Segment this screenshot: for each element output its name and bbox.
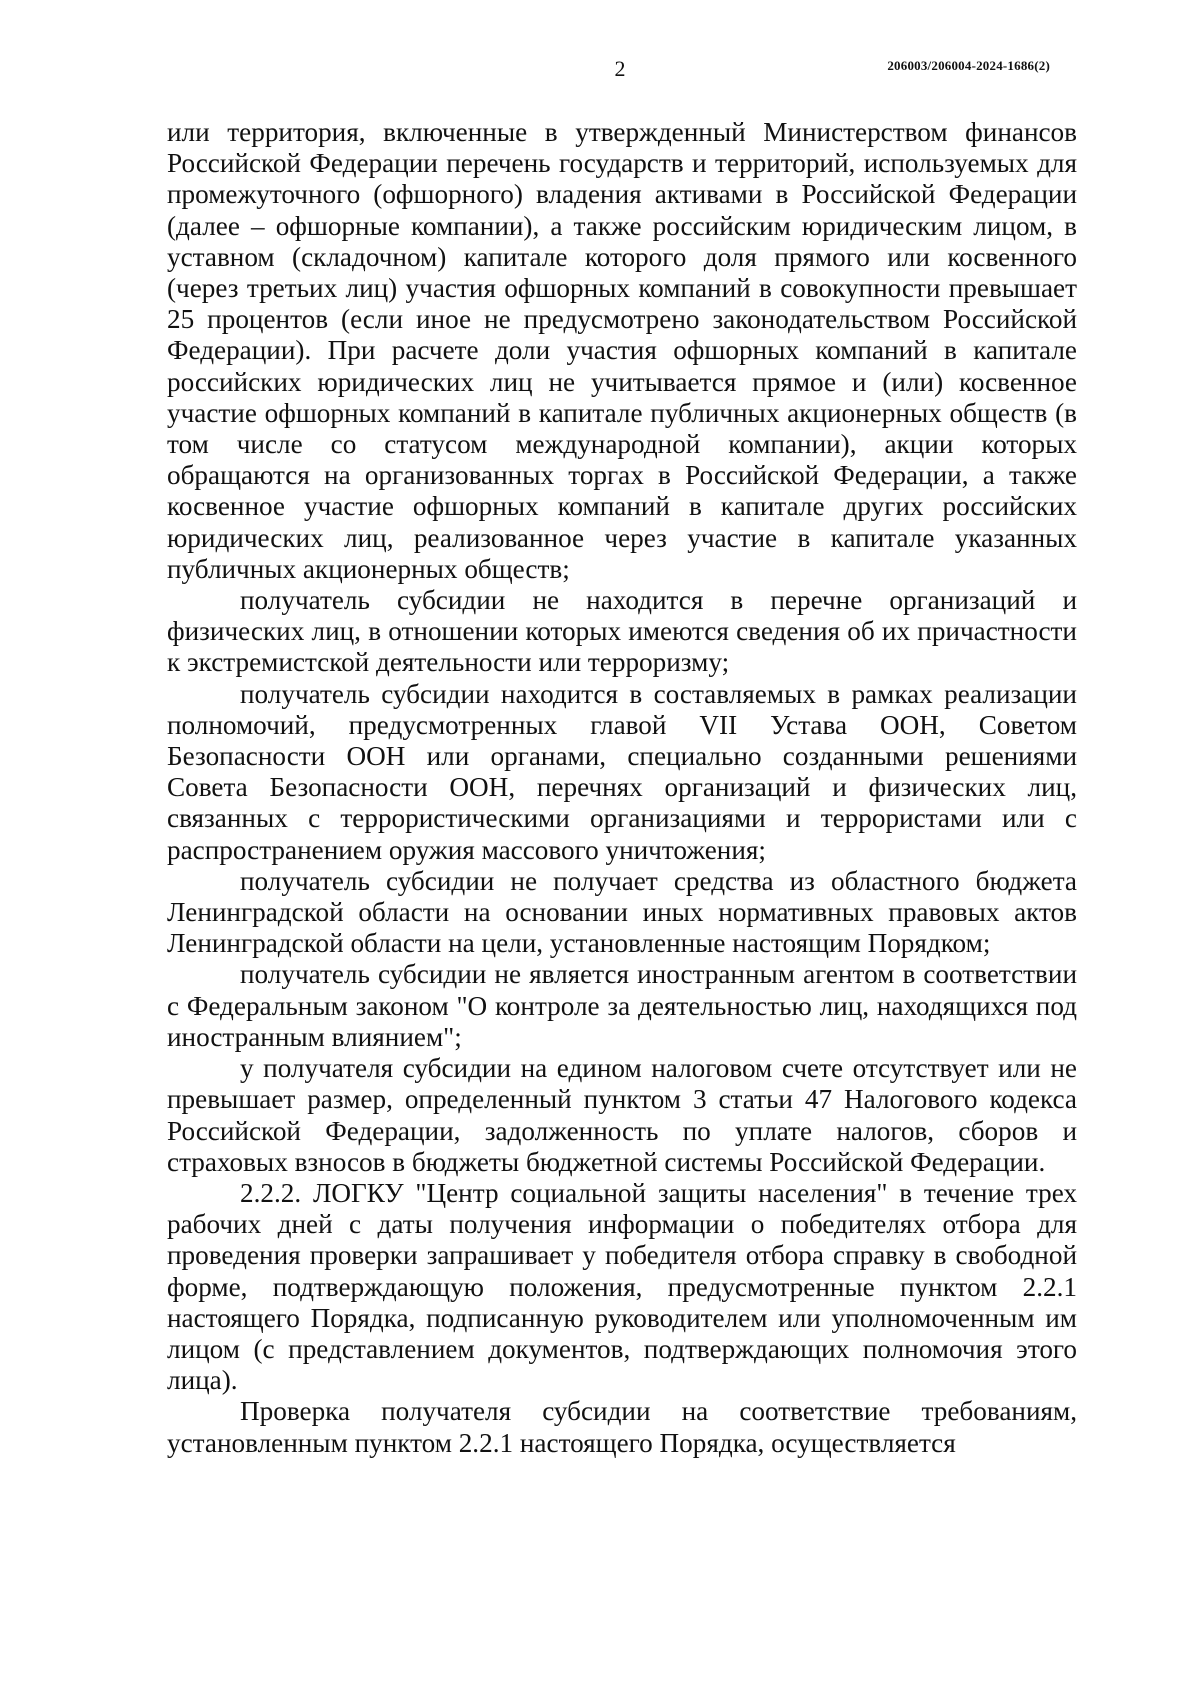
paragraph: Проверка получателя субсидии на соответствие требованиям, установленным пунктом 2.2.1 настоящего Порядка, осуществляется bbox=[167, 1396, 1077, 1458]
paragraph: получатель субсидии не является иностранным агентом в соответствии с Федеральным законом "О контроле за деятельностью лиц, находящихся под иностранным влиянием"; bbox=[167, 959, 1077, 1052]
paragraph: или территория, включенные в утвержденный Министерством финансов Российской Федерации перечень государств и территорий, используемых для промежуточного (офшорного) владения активами в Российской Федерации (далее – офшорные компании), а также российским юридическим лицом, в уставном (складочном) капитале которого доля прямого или косвенного (через третьих лиц) участия офшорных компаний в совокупности превышает 25 процентов (если иное не предусмотрено законодательством Российской Федерации). При расчете доли участия офшорных компаний в капитале российских юридических лиц не учитывается прямое и (или) косвенное участие офшорных компаний в капитале публичных акционерных обществ (в том числе со статусом международной компании), акции которых обращаются на организованных торгах в Российской Федерации, а также косвенное участие офшорных компаний в капитале других российских юридических лиц, реализованное через участие в капитале указанных публичных акционерных обществ; bbox=[167, 117, 1077, 584]
paragraph: у получателя субсидии на едином налоговом счете отсутствует или не превышает размер, определенный пунктом 3 статьи 47 Налогового кодекса Российской Федерации, задолженность по уплате налогов, сборов и страховых взносов в бюджеты бюджетной системы Российской Федерации. bbox=[167, 1053, 1077, 1177]
paragraph: получатель субсидии не находится в перечне организаций и физических лиц, в отношении которых имеются сведения об их причастности к экстремистской деятельности или терроризму; bbox=[167, 585, 1077, 678]
paragraph: получатель субсидии не получает средства из областного бюджета Ленинградской области на основании иных нормативных правовых актов Ленинградской области на цели, установленные настоящим Порядком; bbox=[167, 865, 1077, 959]
document-body bbox=[167, 117, 1077, 1459]
document-id: 206003/206004-2024-1686(2) bbox=[887, 58, 1050, 73]
page-number: 2 bbox=[614, 56, 626, 81]
paragraph: 2.2.2. ЛОГКУ "Центр социальной защиты населения" в течение трех рабочих дней с даты получения информации о победителях отбора для проведения проверки запрашивает у победителя отбора справку в свободной форме, подтверждающую положения, предусмотренные пунктом 2.2.1 настоящего Порядка, подписанную руководителем или уполномоченным им лицом (с представлением документов, подтверждающих полномочия этого лица). bbox=[167, 1177, 1077, 1396]
paragraph: получатель субсидии находится в составляемых в рамках реализации полномочий, предусмотренных главой VII Устава ООН, Советом Безопасности ООН или органами, специально созданными решениями Совета Безопасности ООН, перечнях организаций и физических лиц, связанных с террористическими организациями и террористами или с распространением оружия массового уничтожения; bbox=[167, 678, 1077, 865]
